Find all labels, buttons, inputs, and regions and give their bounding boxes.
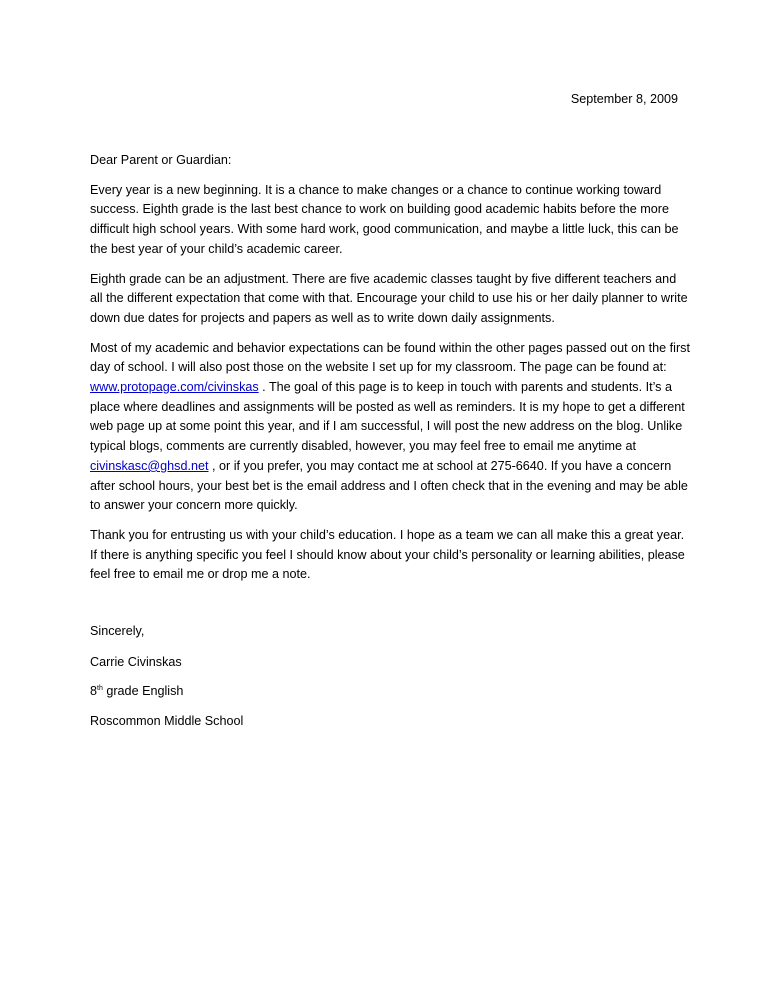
signature-title-ordinal: th bbox=[97, 685, 103, 693]
signature-name: Carrie Civinskas bbox=[90, 654, 182, 669]
paragraph-adjustment: Eighth grade can be an adjustment. There are five academic classes taught by five different teachers and all the different expectation that come with that. Encourage your child to use his or her daily planner to write down due dates for projects and papers as well as to write down daily assignments. bbox=[90, 271, 688, 325]
protopage-link[interactable]: www.protopage.com/civinskas bbox=[90, 380, 259, 395]
paragraph-expectations-text-2: . The goal of this page is to keep in touch with parents and students. It’s a place where deadlines and assignments will be posted as well as reminders. It is my hope to get a different web page up at some point this year, and if I am successful, I will post the new address on the blog. Unlike typical blogs, comments are currently disabled, however, you may feel free to email me anytime at bbox=[90, 380, 685, 454]
paragraph-intro: Every year is a new beginning. It is a chance to make changes or a chance to continue working toward success. Eighth grade is the last best chance to work on building good academic habits before the more difficult high school years. With some hard work, good communication, and maybe a little luck, this can be the best year of your child’s academic career. bbox=[90, 182, 679, 256]
closing: Sincerely, bbox=[90, 624, 145, 639]
signature-title-number: 8 bbox=[90, 684, 98, 699]
salutation: Dear Parent or Guardian: bbox=[90, 153, 232, 167]
signature-school: Roscommon Middle School bbox=[90, 714, 244, 729]
signature-title-rest: grade English bbox=[102, 684, 184, 699]
paragraph-expectations-text-1: Most of my academic and behavior expectations can be found within the other pages passed out on the first day of school. I will also post those on the website I set up for my classroom. The page can be found at: bbox=[90, 340, 690, 375]
paragraph-expectations bbox=[90, 339, 690, 516]
letter-date: September 8, 2009 bbox=[570, 92, 678, 106]
email-link[interactable]: civinskasc@ghsd.net bbox=[90, 458, 209, 473]
paragraph-expectations-text-3: , or if you prefer, you may contact me at school at 275-6640. If you have a concern after school hours, your best bet is the email address and I often check that in the evening and may be able to answer your concern more quickly. bbox=[90, 458, 688, 513]
letter-body bbox=[90, 151, 690, 742]
signature-title bbox=[90, 682, 690, 702]
paragraph-thanks: Thank you for entrusting us with your child’s education. I hope as a team we can all make this a great year. If there is anything specific you feel I should know about your child’s personality or learning abilities, please feel free to email me or drop me a note. bbox=[90, 527, 685, 582]
